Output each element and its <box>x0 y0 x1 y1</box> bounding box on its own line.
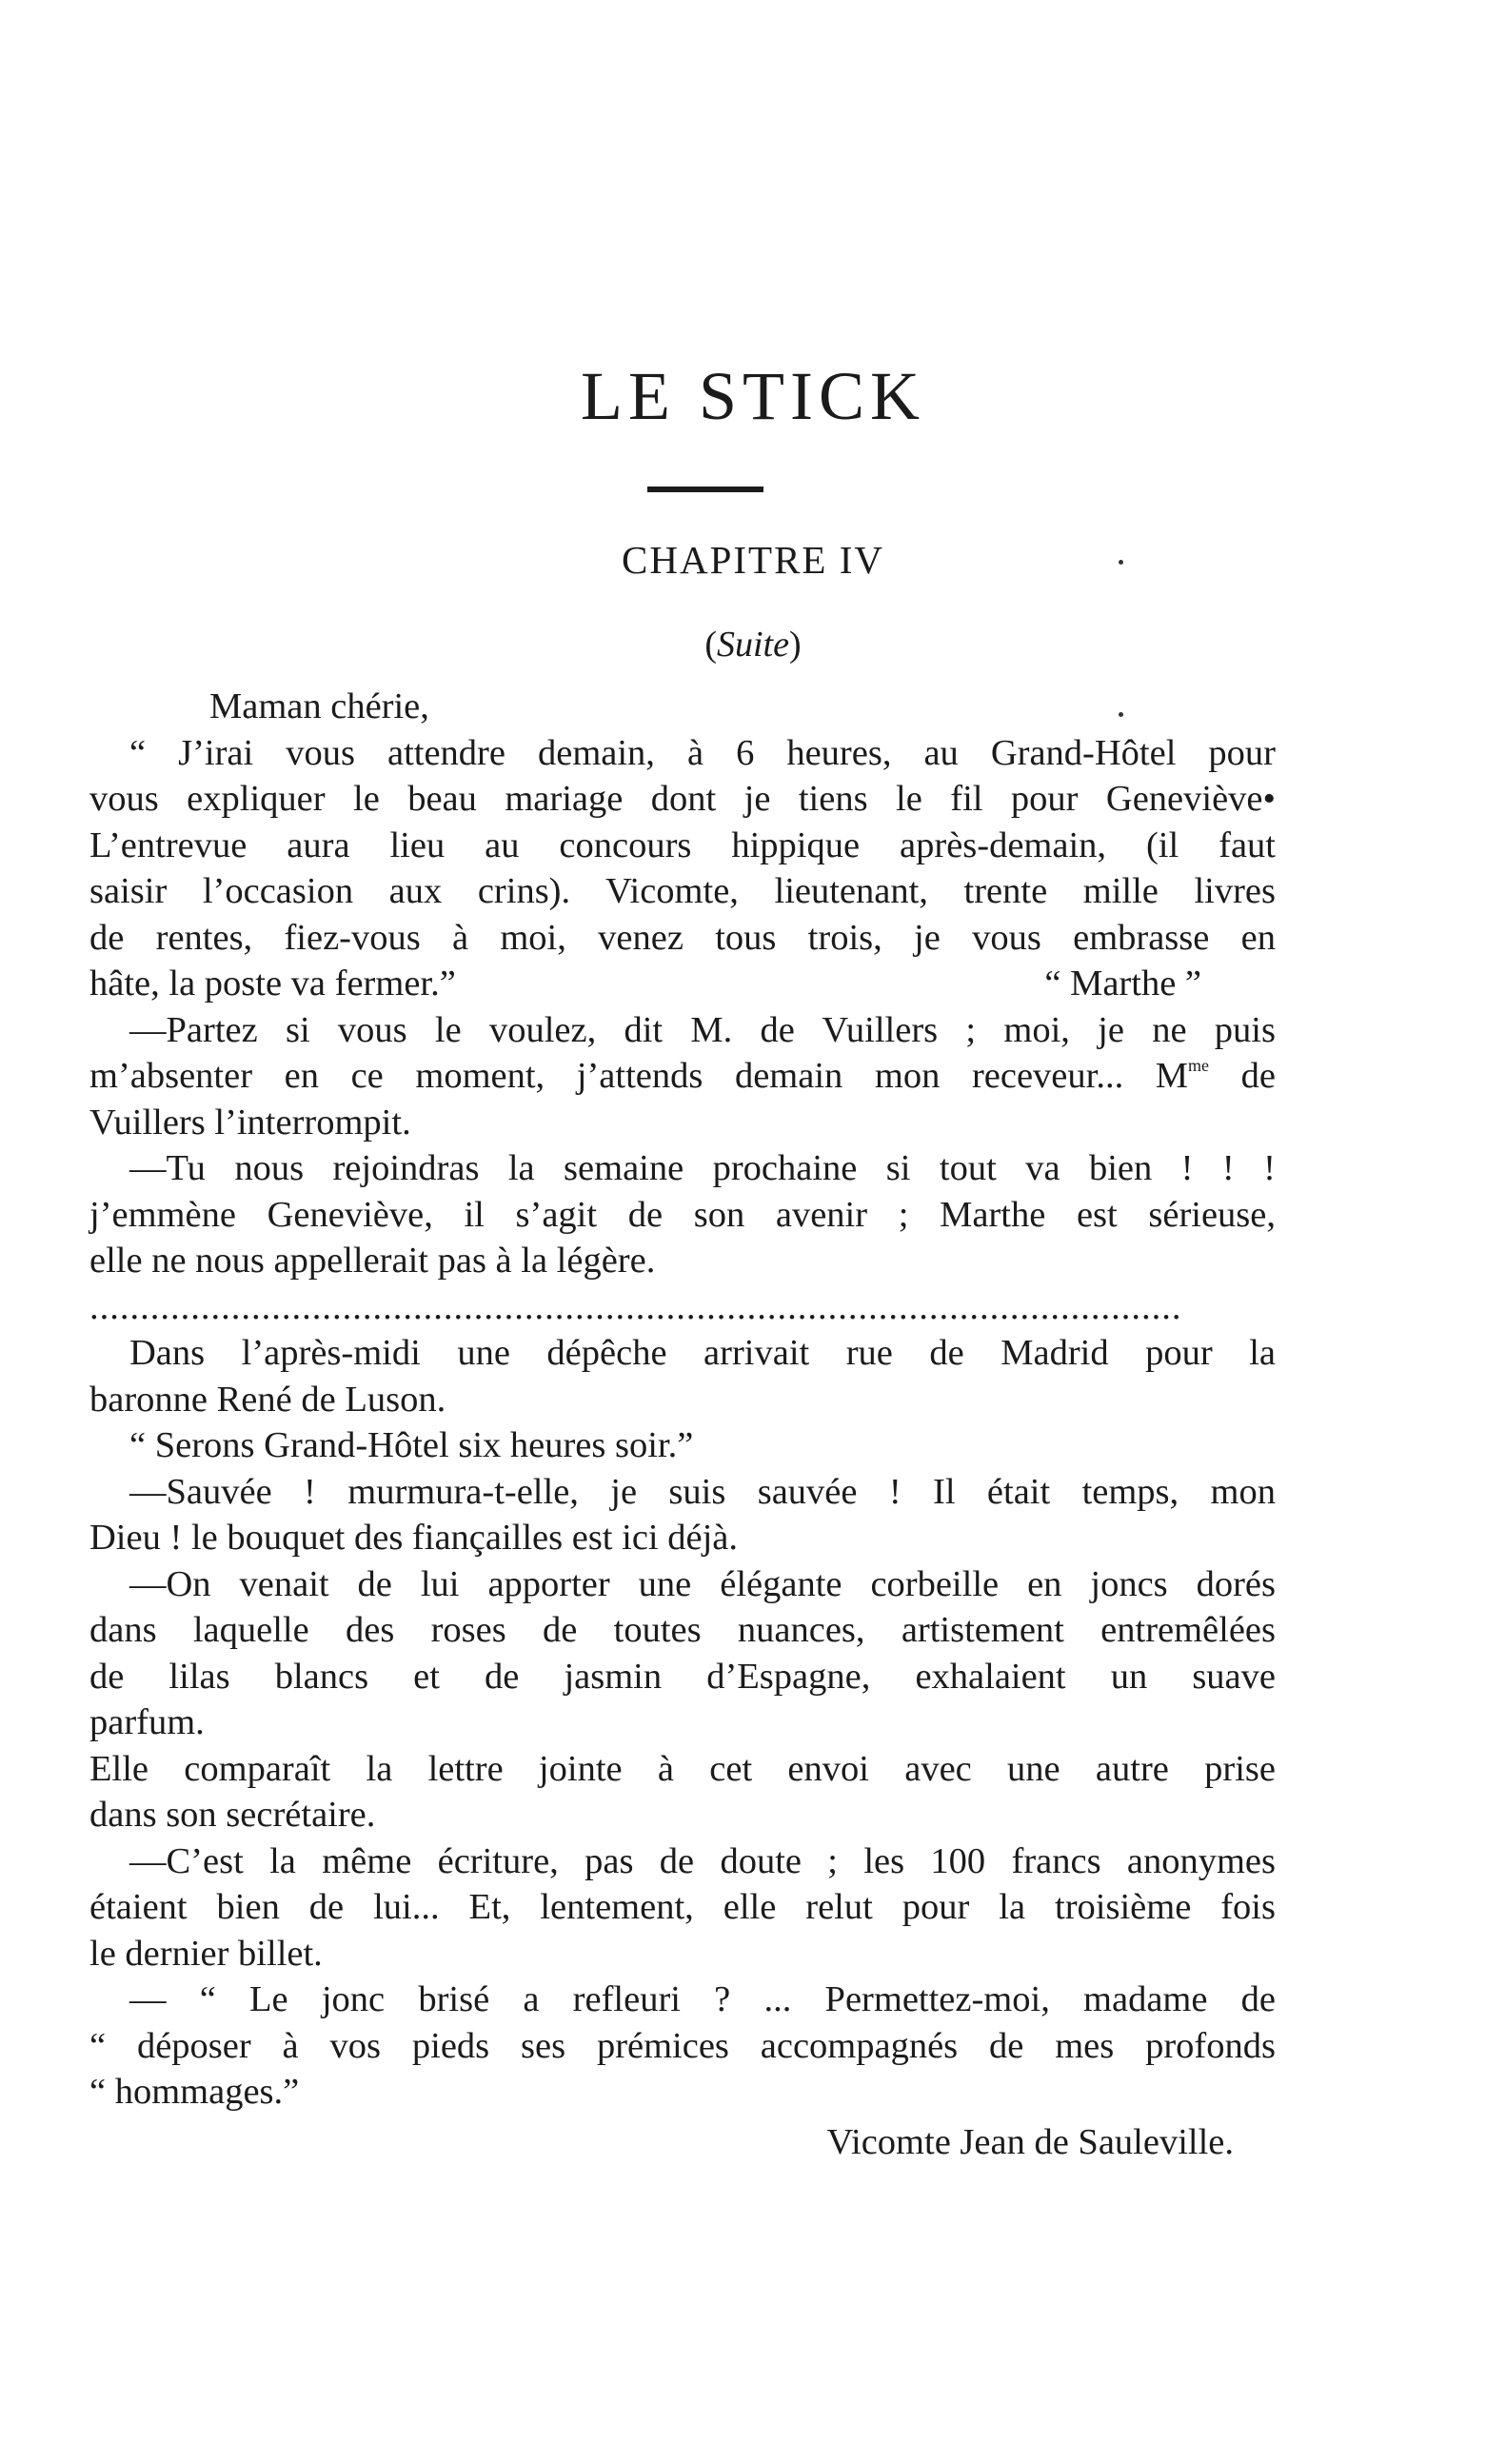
text-line: —On venait de lui apporter une élégante corbeille en joncs dorés <box>129 1563 1276 1604</box>
text-segment: de <box>1209 1056 1276 1096</box>
print-speck <box>1119 560 1123 565</box>
title-rule <box>647 487 763 492</box>
text-segment: m’absenter en ce moment, j’attends demain mon receveur... M <box>89 1056 1189 1096</box>
salutation: Maman chérie, <box>209 686 429 726</box>
abbrev-superscript: me <box>1188 1056 1210 1075</box>
text-line: —Tu nous rejoindras la semaine prochaine si tout va bien ! ! ! <box>129 1148 1276 1188</box>
text-line: le dernier billet. <box>89 1933 323 1974</box>
text-line: elle ne nous appellerait pas à la légère. <box>89 1241 656 1281</box>
text-line: “ Serons Grand-Hôtel six heures soir.” <box>129 1425 694 1465</box>
text-line: dans son secrétaire. <box>89 1795 376 1835</box>
text-line: j’emmène Geneviève, il s’agit de son avenir ; Marthe est sérieuse, <box>89 1194 1276 1235</box>
letter-closing-line <box>89 961 1276 1007</box>
text-line: “ déposer à vos pieds ses prémices accompagnés de mes profonds <box>89 2025 1276 2066</box>
text-line: Dans l’après-midi une dépêche arrivait rue de Madrid pour la <box>129 1333 1276 1373</box>
page-title: LE STICK <box>581 358 925 434</box>
text-line: parfum. <box>89 1702 205 1742</box>
text-line-with-abbrev <box>89 1053 1276 1100</box>
suite-label: (Suite) <box>704 625 802 665</box>
text-line: baronne René de Luson. <box>89 1379 446 1420</box>
body-text <box>89 684 1276 2165</box>
text-line: Vuillers l’interrompit. <box>89 1102 411 1143</box>
text-line: Elle comparaît la lettre jointe à cet envoi avec une autre prise <box>89 1748 1276 1789</box>
dotted-separator: ............................................................................................................ <box>89 1286 1182 1327</box>
text-line: saisir l’occasion aux crins). Vicomte, lieutenant, trente mille livres <box>89 871 1276 911</box>
text-line: L’entrevue aura lieu au concours hippique après-demain, (il faut <box>89 825 1276 865</box>
text-line: —Partez si vous le voulez, dit M. de Vuillers ; moi, je ne puis <box>129 1009 1276 1050</box>
signature: Vicomte Jean de Sauleville. <box>826 2121 1234 2162</box>
text-line: —C’est la même écriture, pas de doute ; les 100 francs anonymes <box>129 1840 1276 1881</box>
text-line: Dieu ! le bouquet des fiançailles est ici déjà. <box>89 1518 738 1558</box>
text-line: étaient bien de lui... Et, lentement, elle relut pour la troisième fois <box>89 1887 1276 1927</box>
text-line: de rentes, fiez-vous à moi, venez tous trois, je vous embrasse en <box>89 917 1276 958</box>
text-line: hâte, la poste va fermer.” <box>89 964 456 1003</box>
text-line: “ J’irai vous attendre demain, à 6 heures, au Grand-Hôtel pour <box>129 732 1276 773</box>
text-line: de lilas blancs et de jasmin d’Espagne, exhalaient un suave <box>89 1656 1276 1697</box>
chapter-heading: CHAPITRE IV <box>622 538 884 582</box>
text-line: —Sauvée ! murmura-t-elle, je suis sauvée ! Il était temps, mon <box>129 1471 1276 1512</box>
text-line: dans laquelle des roses de toutes nuances, artistement entremêlées <box>89 1610 1276 1650</box>
text-line: — “ Le jonc brisé a refleuri ? ... Permettez-moi, madame de <box>129 1979 1276 2019</box>
suite-text: Suite <box>717 625 789 665</box>
text-line: “ hommages.” <box>89 2072 300 2112</box>
letter-signature: “ Marthe ” <box>1044 964 1201 1003</box>
text-line: vous expliquer le beau mariage dont je tiens le fil pour Geneviève• <box>89 779 1276 819</box>
